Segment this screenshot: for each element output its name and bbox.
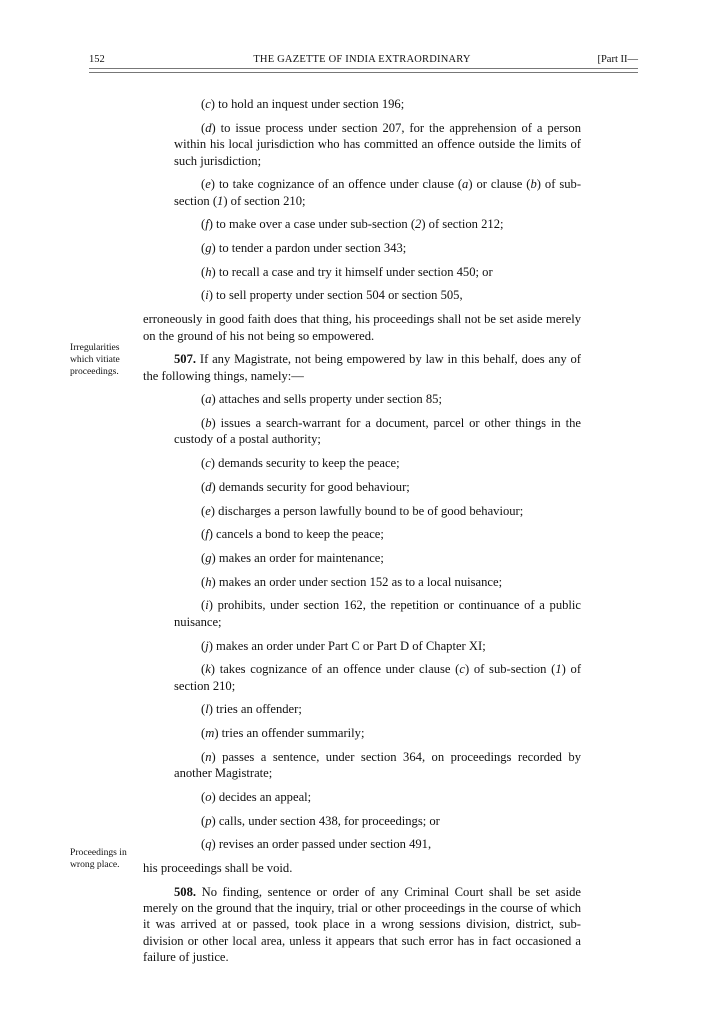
section-508-number: 508.: [174, 884, 197, 899]
clause-507-e: (e) discharges a person lawfully bound to be of good behaviour;: [201, 503, 524, 518]
gazette-title: THE GAZETTE OF INDIA EXTRAORDINARY: [253, 54, 471, 65]
section-507-number: 507.: [174, 352, 197, 367]
clause-507-j: (j) makes an order under Part C or Part D of Chapter XI;: [201, 638, 486, 653]
section-507-intro: 507. If any Magistrate, not being empowered by law in this behalf, does any of the following things, namely:—: [143, 352, 581, 383]
clause-506-h: (h) to recall a case and try it himself under section 450; or: [201, 264, 493, 279]
clause-506-i: (i) to sell property under section 504 or section 505,: [201, 288, 463, 303]
clause-507-c: (c) demands security to keep the peace;: [201, 456, 400, 471]
part-label: [Part II—: [597, 54, 638, 65]
clause-507-m: (m) tries an offender summarily;: [201, 726, 365, 741]
clause-507-a: (a) attaches and sells property under section 85;: [201, 392, 442, 407]
clause-507-k: (k) takes cognizance of an offence under clause (c) of sub-section (1) of section 210;: [174, 662, 582, 693]
clause-507-o: (o) decides an appeal;: [201, 789, 312, 804]
clause-507-g: (g) makes an order for maintenance;: [201, 550, 384, 565]
clause-506-f: (f) to make over a case under sub-section (2) of section 212;: [201, 217, 504, 232]
clause-506-d: (d) to issue process under section 207, for the apprehension of a person within his local jurisdiction who has committed an offence outside the limits of such jurisdiction;: [174, 120, 582, 168]
clause-507-l: (l) tries an offender;: [201, 702, 302, 717]
clause-506-c: (c) to hold an inquest under section 196;: [201, 97, 405, 111]
clause-507-d: (d) demands security for good behaviour;: [201, 479, 410, 494]
clause-507-f: (f) cancels a bond to keep the peace;: [201, 527, 384, 542]
margin-note-507: Irregularities which vitiate proceedings.: [70, 342, 120, 378]
clause-507-q: (q) revises an order passed under section 491,: [201, 837, 432, 852]
clause-507-h: (h) makes an order under section 152 as to a local nuisance;: [201, 574, 503, 589]
clause-507-i: (i) prohibits, under section 162, the repetition or continuance of a public nuisance;: [174, 598, 581, 629]
clause-507-b: (b) issues a search-warrant for a document, parcel or other things in the custody of a postal authority;: [174, 416, 582, 447]
header-rule: [89, 68, 638, 73]
clause-506-e: (e) to take cognizance of an offence under clause (a) or clause (b) of sub-section (1) of section 210;: [174, 177, 582, 208]
page-number: 152: [89, 54, 105, 65]
clause-506-g: (g) to tender a pardon under section 343;: [201, 241, 407, 256]
margin-note-508: Proceedings in wrong place.: [70, 847, 127, 871]
closing-506: erroneously in good faith does that thing, his proceedings shall not be set aside merely on the ground of his not being so empowered.: [143, 312, 581, 343]
clause-507-p: (p) calls, under section 438, for proceedings; or: [201, 813, 440, 828]
section-508-text: 508. No finding, sentence or order of any Criminal Court shall be set aside merely on the ground that the inquiry, trial or other proceedings in the course of which it was arrived at or passed, took place in a wrong sessions division, district, sub-division or other local area, unless it appears that such error has in fact occasioned a failure of justice.: [143, 884, 581, 965]
clause-507-n: (n) passes a sentence, under section 364, on proceedings recorded by another Magistrate;: [174, 749, 581, 781]
closing-507: his proceedings shall be void.: [143, 860, 293, 875]
document-body: [143, 96, 581, 966]
